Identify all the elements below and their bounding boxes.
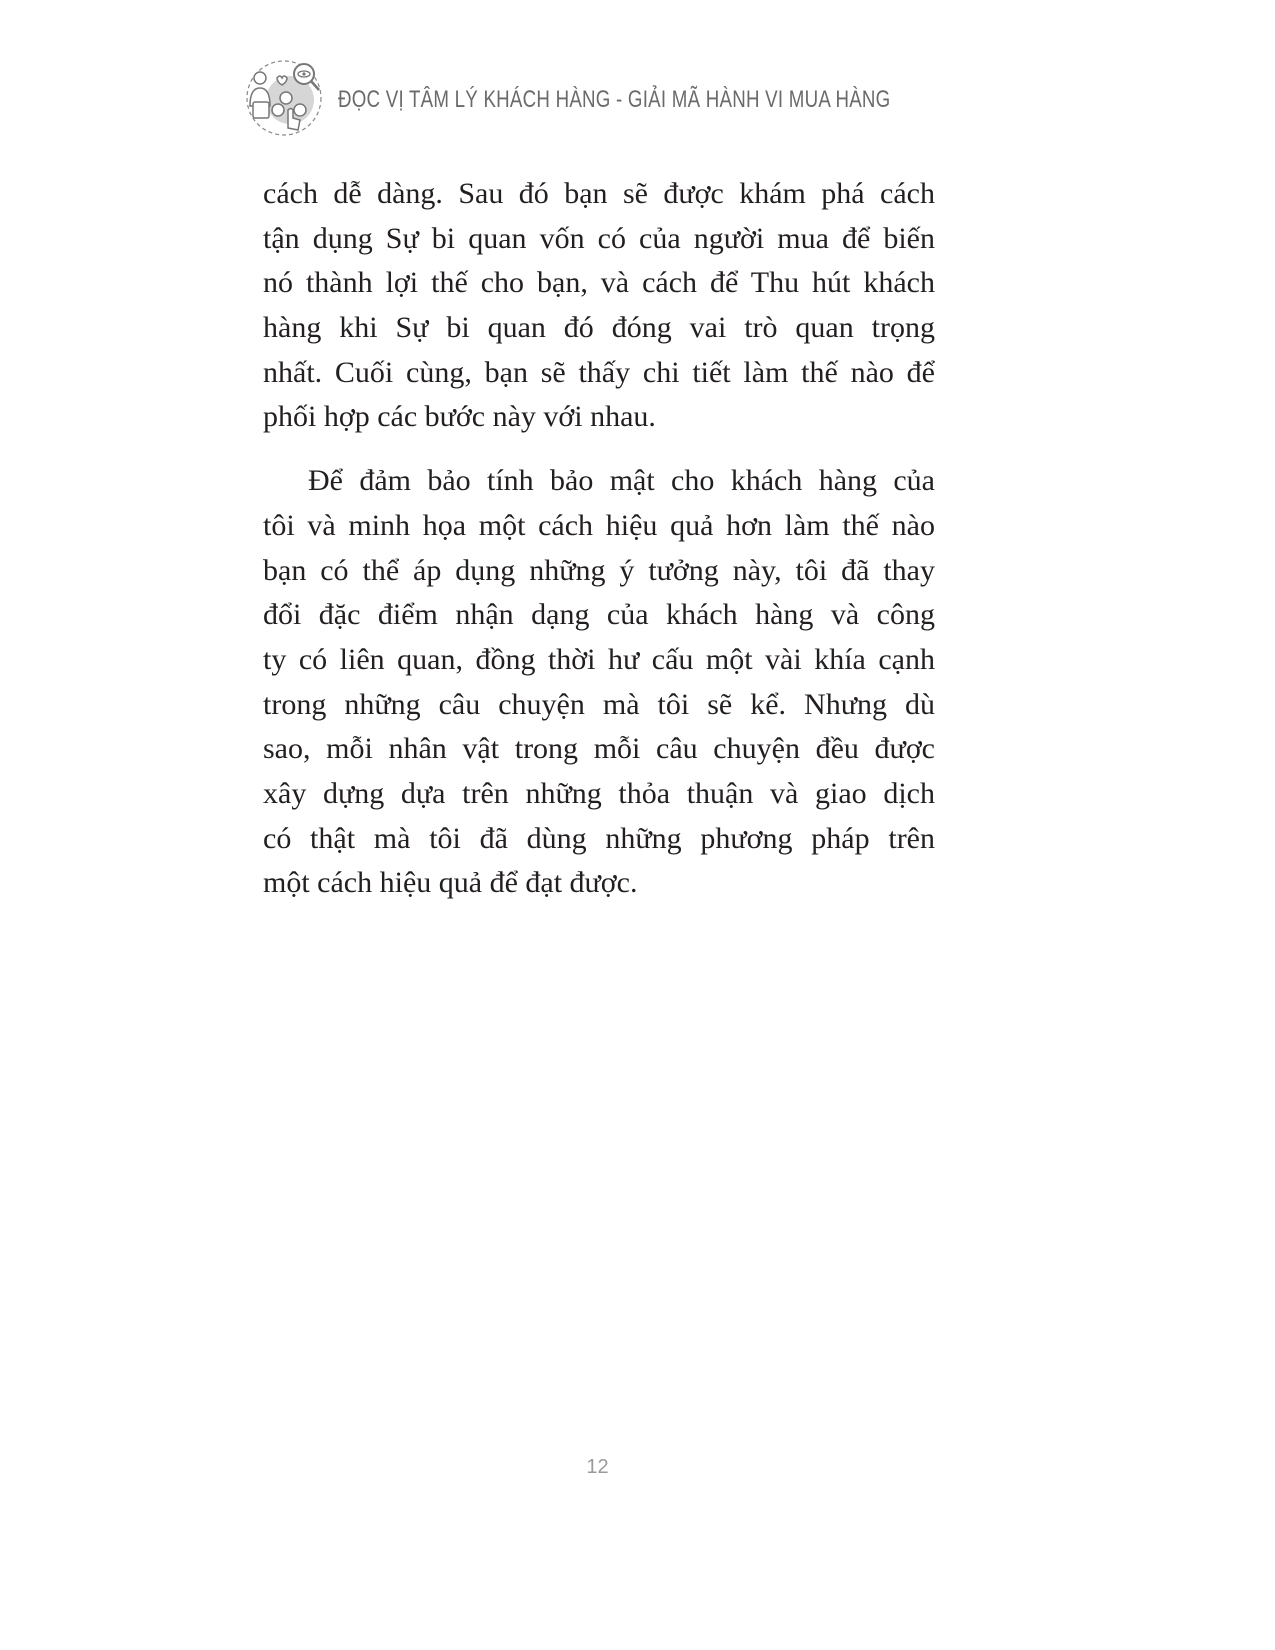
text-line: một cách hiệu quả để đạt được. [263,866,638,900]
page-body-text [263,172,935,906]
book-title-header: ĐỌC VỊ TÂM LÝ KHÁCH HÀNG - GIẢI MÃ HÀNH VI MUA HÀNG [338,86,891,113]
paragraph [263,459,935,906]
text-line: tận dụng Sự bi quan vốn có của người mua để biến [263,221,935,255]
text-line: có thật mà tôi đã dùng những phương pháp trên [263,821,935,855]
text-line: sao, mỗi nhân vật trong mỗi câu chuyện đều được [263,732,935,766]
text-line: phối hợp các bước này với nhau. [263,400,656,434]
text-line: trong những câu chuyện mà tôi sẽ kể. Nhưng dù [263,687,935,721]
text-line: nó thành lợi thế cho bạn, và cách để Thu hút khách [263,266,935,300]
text-line: ty có liên quan, đồng thời hư cấu một vài khía cạnh [263,642,935,676]
text-line: hàng khi Sự bi quan đó đóng vai trò quan trọng [263,311,935,345]
text-line: bạn có thể áp dụng những ý tưởng này, tôi đã thay [263,553,935,587]
text-line: Để đảm bảo tính bảo mật cho khách hàng của [308,464,935,498]
text-line: xây dựng dựa trên những thỏa thuận và giao dịch [263,776,935,810]
paragraph [263,172,935,440]
page-number: 12 [586,1456,609,1478]
text-line: tôi và minh họa một cách hiệu quả hơn làm thế nào [263,508,935,542]
text-line: đổi đặc điểm nhận dạng của khách hàng và công [263,598,935,632]
text-line: cách dễ dàng. Sau đó bạn sẽ được khám phá cách [263,177,935,210]
customer-psychology-icon [244,58,324,138]
running-header [244,58,944,138]
text-line: nhất. Cuối cùng, bạn sẽ thấy chi tiết làm thế nào để [263,355,935,389]
